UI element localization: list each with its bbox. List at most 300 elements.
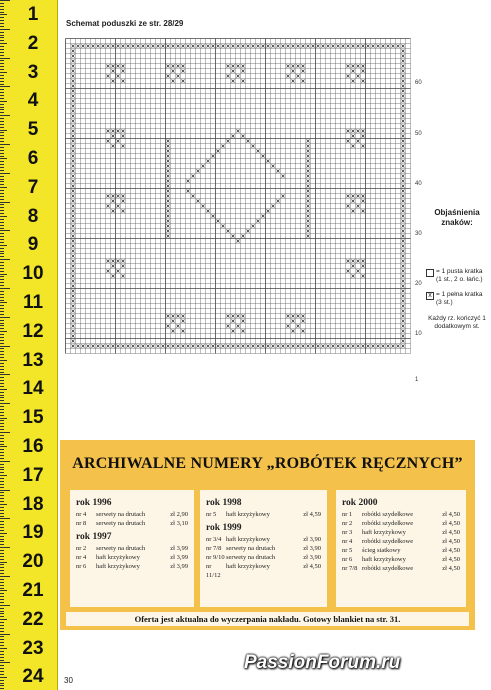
ruler-tick [0, 297, 4, 298]
chart-cross-mark [402, 55, 405, 58]
crossed-square-icon: x [426, 292, 434, 300]
archive-item [76, 562, 188, 571]
ruler-tick [0, 204, 4, 205]
chart-cross-mark [402, 90, 405, 93]
chart-cross-mark [247, 230, 250, 233]
chart-cross-mark [402, 80, 405, 83]
chart-cross-mark [167, 140, 170, 143]
chart-cross-mark [72, 260, 75, 263]
chart-cross-mark [72, 85, 75, 88]
chart-cross-mark [72, 125, 75, 128]
chart-cross-mark [402, 145, 405, 148]
chart-cross-mark [287, 75, 290, 78]
ruler-number: 19 [22, 522, 44, 544]
chart-cross-mark [362, 65, 365, 68]
ruler-tick [0, 386, 4, 387]
archive-item-price: zł 4,50 [442, 538, 460, 545]
chart-cross-mark [72, 305, 75, 308]
ruler-tick [0, 276, 4, 277]
chart-cross-mark [72, 245, 75, 248]
chart-cross-mark [242, 135, 245, 138]
chart-cross-mark [222, 145, 225, 148]
chart-cross-mark [347, 75, 350, 78]
archive-item-title: serwety na drutach [226, 554, 276, 561]
chart-cross-mark [322, 345, 325, 348]
ruler-tick [0, 608, 4, 609]
chart-cross-mark [72, 90, 75, 93]
chart-cross-mark [352, 130, 355, 133]
chart-cross-mark [402, 140, 405, 143]
chart-cross-mark [117, 75, 120, 78]
archive-item [342, 537, 460, 546]
ruler-tick [0, 363, 4, 364]
ruler-tick [0, 360, 7, 361]
ruler-tick [0, 412, 4, 413]
ruler-tick [0, 300, 4, 301]
chart-cross-mark [297, 345, 300, 348]
ruler-tick [0, 135, 4, 136]
chart-cross-mark [72, 75, 75, 78]
ruler-number: 17 [22, 464, 44, 486]
ruler-tick [0, 98, 4, 99]
ruler-tick [0, 14, 7, 15]
ruler-tick [0, 467, 4, 468]
chart-cross-mark [72, 185, 75, 188]
chart-cross-mark [72, 290, 75, 293]
chart-cross-mark [357, 345, 360, 348]
chart-cross-mark [362, 80, 365, 83]
chart-cross-mark [107, 205, 110, 208]
chart-cross-mark [72, 165, 75, 168]
chart-cross-mark [122, 345, 125, 348]
ruler-tick [0, 311, 4, 312]
chart-cross-mark [72, 110, 75, 113]
chart-cross-mark [372, 45, 375, 48]
ruler-tick [0, 63, 4, 64]
chart-cross-mark [242, 235, 245, 238]
archive-item-title: haft krzyżykowy [362, 529, 406, 536]
chart-cross-mark [402, 220, 405, 223]
chart-cross-mark [132, 345, 135, 348]
chart-cross-mark [402, 270, 405, 273]
ruler-tick [0, 121, 4, 122]
chart-cross-mark [402, 295, 405, 298]
chart-cross-mark [152, 45, 155, 48]
chart-cross-mark [307, 235, 310, 238]
archive-item-nr: nr 11/12 [206, 563, 221, 579]
ruler-tick [0, 377, 4, 378]
chart-cross-mark [177, 325, 180, 328]
chart-cross-mark [182, 70, 185, 73]
ruler-tick [0, 576, 10, 577]
chart-cross-mark [227, 230, 230, 233]
ruler-tick [0, 196, 4, 197]
chart-cross-mark [402, 210, 405, 213]
archive-title: ARCHIWALNE NUMERY „ROBÓTEK RĘCZNYCH” [72, 455, 463, 472]
chart-row-number: 10 [415, 331, 422, 337]
chart-cross-mark [207, 210, 210, 213]
chart-cross-mark [167, 185, 170, 188]
chart-cross-mark [72, 105, 75, 108]
chart-cross-mark [357, 75, 360, 78]
chart-cross-mark [112, 80, 115, 83]
ruler-tick [0, 239, 4, 240]
chart-cross-mark [307, 140, 310, 143]
chart-cross-mark [122, 200, 125, 203]
ruler-tick [0, 660, 4, 661]
chart-cross-mark [72, 315, 75, 318]
chart-cross-mark [107, 130, 110, 133]
ruler-tick [0, 308, 4, 309]
chart-cross-mark [262, 215, 265, 218]
archive-item-price: zł 2,90 [170, 511, 188, 518]
chart-cross-mark [117, 270, 120, 273]
chart-cross-mark [167, 75, 170, 78]
ruler-tick [0, 348, 4, 349]
chart-cross-mark [187, 180, 190, 183]
chart-cross-mark [162, 345, 165, 348]
chart-cross-mark [182, 315, 185, 318]
ruler-number: 12 [22, 320, 44, 342]
chart-cross-mark [387, 45, 390, 48]
ruler-number: 16 [22, 436, 44, 457]
ruler-tick [0, 634, 10, 635]
archive-item-title: robótki szydełkowe [362, 538, 414, 545]
chart-cross-mark [272, 205, 275, 208]
ruler-tick [0, 179, 4, 180]
chart-cross-mark [72, 280, 75, 283]
chart-cross-mark [307, 210, 310, 213]
chart-cross-mark [347, 205, 350, 208]
ruler-tick [0, 164, 4, 165]
chart-cross-mark [227, 345, 230, 348]
chart-cross-mark [307, 215, 310, 218]
chart-cross-mark [122, 195, 125, 198]
legend-empty-text: = 1 pusta kratka (1 st., 2 o. łańc.) [436, 268, 483, 284]
chart-cross-mark [237, 325, 240, 328]
archive-item-price: zł 4,50 [442, 547, 460, 554]
chart-cross-mark [347, 45, 350, 48]
chart-cross-mark [72, 150, 75, 153]
legend [426, 208, 488, 331]
ruler-number: 4 [27, 90, 39, 112]
ruler-tick [0, 253, 4, 254]
chart-cross-mark [177, 75, 180, 78]
archive-item-nr: nr 3 [342, 529, 353, 536]
chart-cross-mark [77, 45, 80, 48]
chart-cross-mark [367, 345, 370, 348]
chart-cross-mark [352, 195, 355, 198]
chart-cross-mark [112, 145, 115, 148]
chart-cross-mark [172, 65, 175, 68]
archive-year: rok 2000 [342, 498, 378, 508]
archive-column [336, 490, 466, 607]
chart-cross-mark [352, 345, 355, 348]
ruler-tick [0, 262, 4, 263]
chart-cross-mark [157, 345, 160, 348]
chart-cross-mark [87, 345, 90, 348]
chart-cross-mark [402, 95, 405, 98]
chart-cross-mark [202, 345, 205, 348]
chart-cross-mark [282, 345, 285, 348]
chart-cross-mark [287, 65, 290, 68]
chart-cross-mark [357, 140, 360, 143]
ruler-tick [0, 426, 4, 427]
ruler-tick [0, 668, 4, 669]
ruler-tick [0, 26, 4, 27]
chart-cross-mark [72, 170, 75, 173]
chart-cross-mark [402, 100, 405, 103]
chart-cross-mark [362, 210, 365, 213]
ruler-tick [0, 533, 7, 534]
chart-cross-mark [387, 345, 390, 348]
chart-cross-mark [307, 165, 310, 168]
chart-cross-mark [402, 275, 405, 278]
chart-cross-mark [127, 345, 130, 348]
ruler-tick [0, 158, 7, 159]
chart-cross-mark [187, 345, 190, 348]
chart-cross-mark [72, 70, 75, 73]
ruler-tick [0, 112, 4, 113]
chart-cross-mark [167, 205, 170, 208]
ruler-number: 7 [27, 176, 39, 198]
chart-grid [66, 39, 411, 354]
archive-item-title: serwety na drutach [96, 520, 146, 527]
ruler-tick [0, 420, 4, 421]
archive-item-price: zł 3,10 [170, 520, 188, 527]
ruler-tick [0, 187, 7, 188]
ruler-tick [0, 320, 4, 321]
archive-item-title: serwety na drutach [96, 545, 146, 552]
chart-cross-mark [237, 65, 240, 68]
ruler-tick [0, 32, 4, 33]
ruler-tick [0, 37, 4, 38]
ruler-tick [0, 265, 4, 266]
ruler-tick [0, 58, 10, 59]
ruler-tick [0, 86, 10, 87]
chart-cross-mark [167, 215, 170, 218]
chart-cross-mark [232, 80, 235, 83]
chart-cross-mark [72, 205, 75, 208]
chart-cross-mark [107, 140, 110, 143]
chart-cross-mark [137, 45, 140, 48]
chart-cross-mark [117, 140, 120, 143]
chart-cross-mark [167, 155, 170, 158]
archive-item-nr: nr 1 [342, 511, 353, 518]
chart-cross-mark [237, 315, 240, 318]
chart-cross-mark [347, 65, 350, 68]
chart-cross-mark [122, 65, 125, 68]
chart-cross-mark [222, 225, 225, 228]
ruler-tick [0, 680, 4, 681]
chart-cross-mark [167, 170, 170, 173]
ruler-tick [0, 464, 4, 465]
ruler-tick [0, 605, 10, 606]
chart-cross-mark [72, 50, 75, 53]
chart-cross-mark [147, 45, 150, 48]
chart-cross-mark [227, 65, 230, 68]
ruler-tick [0, 395, 4, 396]
chart-cross-mark [122, 45, 125, 48]
chart-cross-mark [167, 180, 170, 183]
chart-cross-mark [72, 140, 75, 143]
chart-cross-mark [357, 270, 360, 273]
archive-item [206, 510, 321, 519]
chart-cross-mark [302, 345, 305, 348]
chart-cross-mark [312, 45, 315, 48]
chart-cross-mark [402, 230, 405, 233]
archive-item-nr: nr 2 [76, 545, 87, 552]
archive-item-title: haft krzyżykowy [226, 563, 270, 570]
chart-cross-mark [352, 275, 355, 278]
chart-cross-mark [72, 255, 75, 258]
chart-cross-mark [112, 195, 115, 198]
chart-cross-mark [302, 45, 305, 48]
ruler-tick [0, 397, 4, 398]
ruler-tick [0, 210, 4, 211]
chart-cross-mark [107, 75, 110, 78]
chart-cross-mark [402, 70, 405, 73]
chart-cross-mark [117, 260, 120, 263]
ruler-tick [0, 674, 4, 675]
ruler-tick [0, 541, 4, 542]
chart-cross-mark [302, 80, 305, 83]
chart-cross-mark [282, 175, 285, 178]
chart-cross-mark [107, 260, 110, 263]
chart-cross-mark [112, 135, 115, 138]
chart-cross-mark [217, 220, 220, 223]
chart-cross-mark [202, 45, 205, 48]
chart-cross-mark [402, 130, 405, 133]
ruler-tick [0, 579, 4, 580]
chart-cross-mark [357, 65, 360, 68]
chart-cross-mark [232, 135, 235, 138]
chart-cross-mark [127, 45, 130, 48]
chart-cross-mark [167, 160, 170, 163]
ruler-tick [0, 302, 7, 303]
ruler-tick [0, 118, 4, 119]
ruler-tick [0, 409, 4, 410]
ruler-tick [0, 501, 4, 502]
chart-cross-mark [402, 315, 405, 318]
ruler-tick [0, 3, 4, 4]
ruler-tick [0, 271, 4, 272]
ruler-tick [0, 190, 4, 191]
chart-cross-mark [182, 345, 185, 348]
ruler-tick [0, 441, 4, 442]
ruler-tick [0, 346, 10, 347]
ruler-tick [0, 236, 4, 237]
ruler-tick [0, 216, 7, 217]
archive-year: rok 1996 [76, 498, 112, 508]
chart-cross-mark [402, 345, 405, 348]
archive-item-nr: nr 4 [76, 554, 87, 561]
chart-cross-mark [167, 230, 170, 233]
chart-cross-mark [117, 65, 120, 68]
ruler-tick [0, 685, 4, 686]
chart-cross-mark [252, 45, 255, 48]
ruler-tick [0, 156, 4, 157]
ruler-number: 22 [22, 608, 44, 630]
archive-item-nr: nr 6 [342, 556, 353, 563]
ruler-tick [0, 524, 4, 525]
archive-item-title: ścieg siatkowy [362, 547, 401, 554]
chart-cross-mark [72, 220, 75, 223]
chart-cross-mark [242, 320, 245, 323]
ruler-tick [0, 222, 4, 223]
chart-cross-mark [267, 345, 270, 348]
chart-cross-mark [362, 45, 365, 48]
legend-full-row [426, 291, 488, 307]
chart-cross-mark [172, 315, 175, 318]
ruler-tick [0, 654, 4, 655]
ruler-tick [0, 340, 4, 341]
ruler-tick [0, 567, 4, 568]
chart-cross-mark [257, 220, 260, 223]
chart-cross-mark [237, 345, 240, 348]
chart-cross-mark [247, 345, 250, 348]
chart-cross-mark [72, 95, 75, 98]
chart-cross-mark [167, 145, 170, 148]
chart-cross-mark [347, 260, 350, 263]
ruler-tick [0, 245, 7, 246]
ruler-tick [0, 616, 4, 617]
archive-item-nr: nr 7/8 [342, 565, 358, 572]
chart-cross-mark [72, 80, 75, 83]
ruler-tick [0, 380, 4, 381]
chart-cross-mark [167, 65, 170, 68]
chart-cross-mark [72, 175, 75, 178]
chart-cross-mark [257, 345, 260, 348]
chart-cross-mark [267, 210, 270, 213]
ruler-number: 1 [27, 4, 39, 25]
chart-cross-mark [402, 325, 405, 328]
chart-cross-mark [207, 345, 210, 348]
ruler-tick [0, 481, 4, 482]
archive-item-price: zł 4,50 [442, 556, 460, 563]
ruler-tick [0, 248, 4, 249]
archive-item [206, 562, 321, 580]
chart-cross-mark [172, 45, 175, 48]
ruler-tick [0, 507, 4, 508]
chart-cross-mark [402, 305, 405, 308]
chart-cross-mark [92, 45, 95, 48]
archive-item [206, 535, 321, 544]
chart-cross-mark [237, 45, 240, 48]
archive-item [342, 519, 460, 528]
chart-cross-mark [72, 65, 75, 68]
chart-cross-mark [117, 45, 120, 48]
archive-item-title: haft krzyżykowy [96, 554, 140, 561]
ruler-tick [0, 415, 4, 416]
ruler-tick [0, 144, 10, 145]
ruler-tick [0, 101, 7, 102]
ruler-tick [0, 251, 4, 252]
ruler-number: 6 [27, 148, 39, 169]
chart-cross-mark [262, 345, 265, 348]
chart-cross-mark [107, 345, 110, 348]
chart-cross-mark [232, 330, 235, 333]
ruler-tick [0, 323, 4, 324]
ruler-tick [0, 354, 4, 355]
ruler-tick [0, 46, 4, 47]
ruler-tick [0, 449, 4, 450]
ruler-number: 14 [22, 378, 44, 400]
chart-cross-mark [262, 45, 265, 48]
archive-item-nr: nr 5 [206, 511, 217, 518]
chart-cross-mark [272, 345, 275, 348]
chart-cross-mark [72, 155, 75, 158]
